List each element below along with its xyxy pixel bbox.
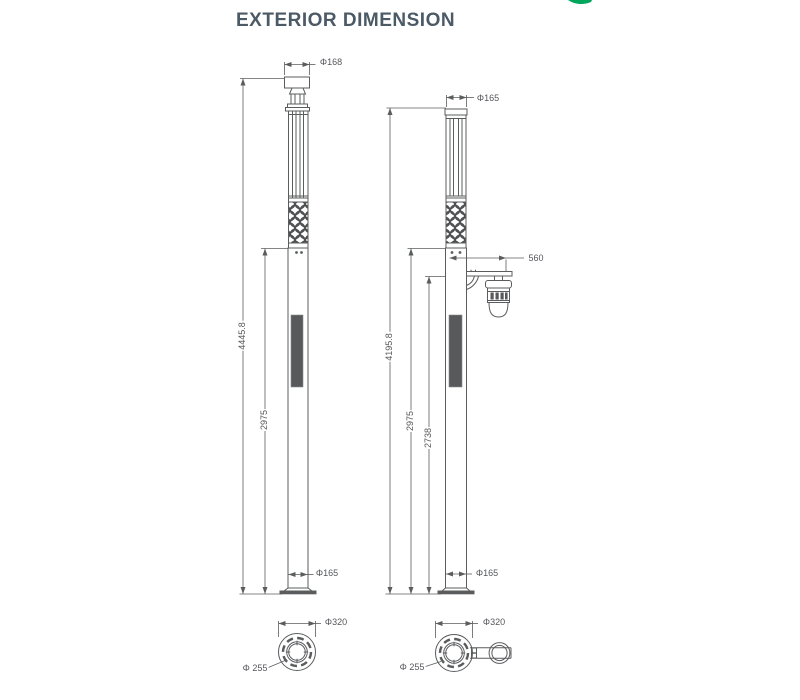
side-mesh-band bbox=[446, 202, 466, 243]
dim-base-left-flange-diameter: Φ320 bbox=[324, 617, 348, 628]
dim-side-top-diameter: Φ165 bbox=[476, 93, 500, 104]
dim-front-pole-diameter: Φ165 bbox=[315, 568, 339, 579]
base-top-view-left bbox=[266, 621, 321, 671]
ptz-camera bbox=[486, 276, 512, 317]
front-mesh-band bbox=[289, 202, 309, 243]
dim-base-right-bolt-circle: Φ 255 bbox=[399, 662, 425, 673]
arm-top-view bbox=[470, 643, 511, 664]
dim-front-shaft-height: 2975 bbox=[259, 409, 270, 431]
front-view-pole bbox=[280, 77, 316, 594]
dim-front-top-diameter: Φ168 bbox=[319, 57, 343, 68]
dim-side-overall-height: 4195.8 bbox=[384, 333, 395, 361]
dim-base-left-bolt-circle: Φ 255 bbox=[242, 663, 268, 674]
dim-side-shaft-height: 2975 bbox=[405, 410, 416, 432]
side-base-plate bbox=[438, 591, 474, 594]
side-view-pole bbox=[438, 109, 512, 594]
front-base-plate bbox=[280, 591, 316, 594]
dim-side-arm-length: 560 bbox=[528, 253, 544, 264]
base-top-view-right bbox=[424, 621, 511, 672]
dim-front-overall-height: 4445.8 bbox=[237, 322, 248, 350]
brand-swoosh-icon bbox=[0, 0, 800, 10]
page-title: EXTERIOR DIMENSION bbox=[236, 10, 456, 31]
front-lamp-tube bbox=[289, 111, 309, 198]
dim-side-camera-mount-height: 2738 bbox=[423, 427, 434, 449]
side-equipment-panel bbox=[449, 315, 462, 387]
front-equipment-panel bbox=[291, 315, 303, 387]
side-pole-shaft bbox=[446, 248, 467, 588]
side-lamp-tube bbox=[446, 115, 466, 198]
side-top-cap bbox=[445, 109, 467, 115]
front-pole-shaft bbox=[288, 248, 308, 588]
camera-arm bbox=[467, 270, 513, 290]
front-top-cap bbox=[285, 77, 310, 88]
dim-side-pole-diameter: Φ165 bbox=[475, 568, 499, 579]
front-view-dimension-lines bbox=[237, 62, 316, 594]
dim-base-right-flange-diameter: Φ320 bbox=[482, 617, 506, 628]
